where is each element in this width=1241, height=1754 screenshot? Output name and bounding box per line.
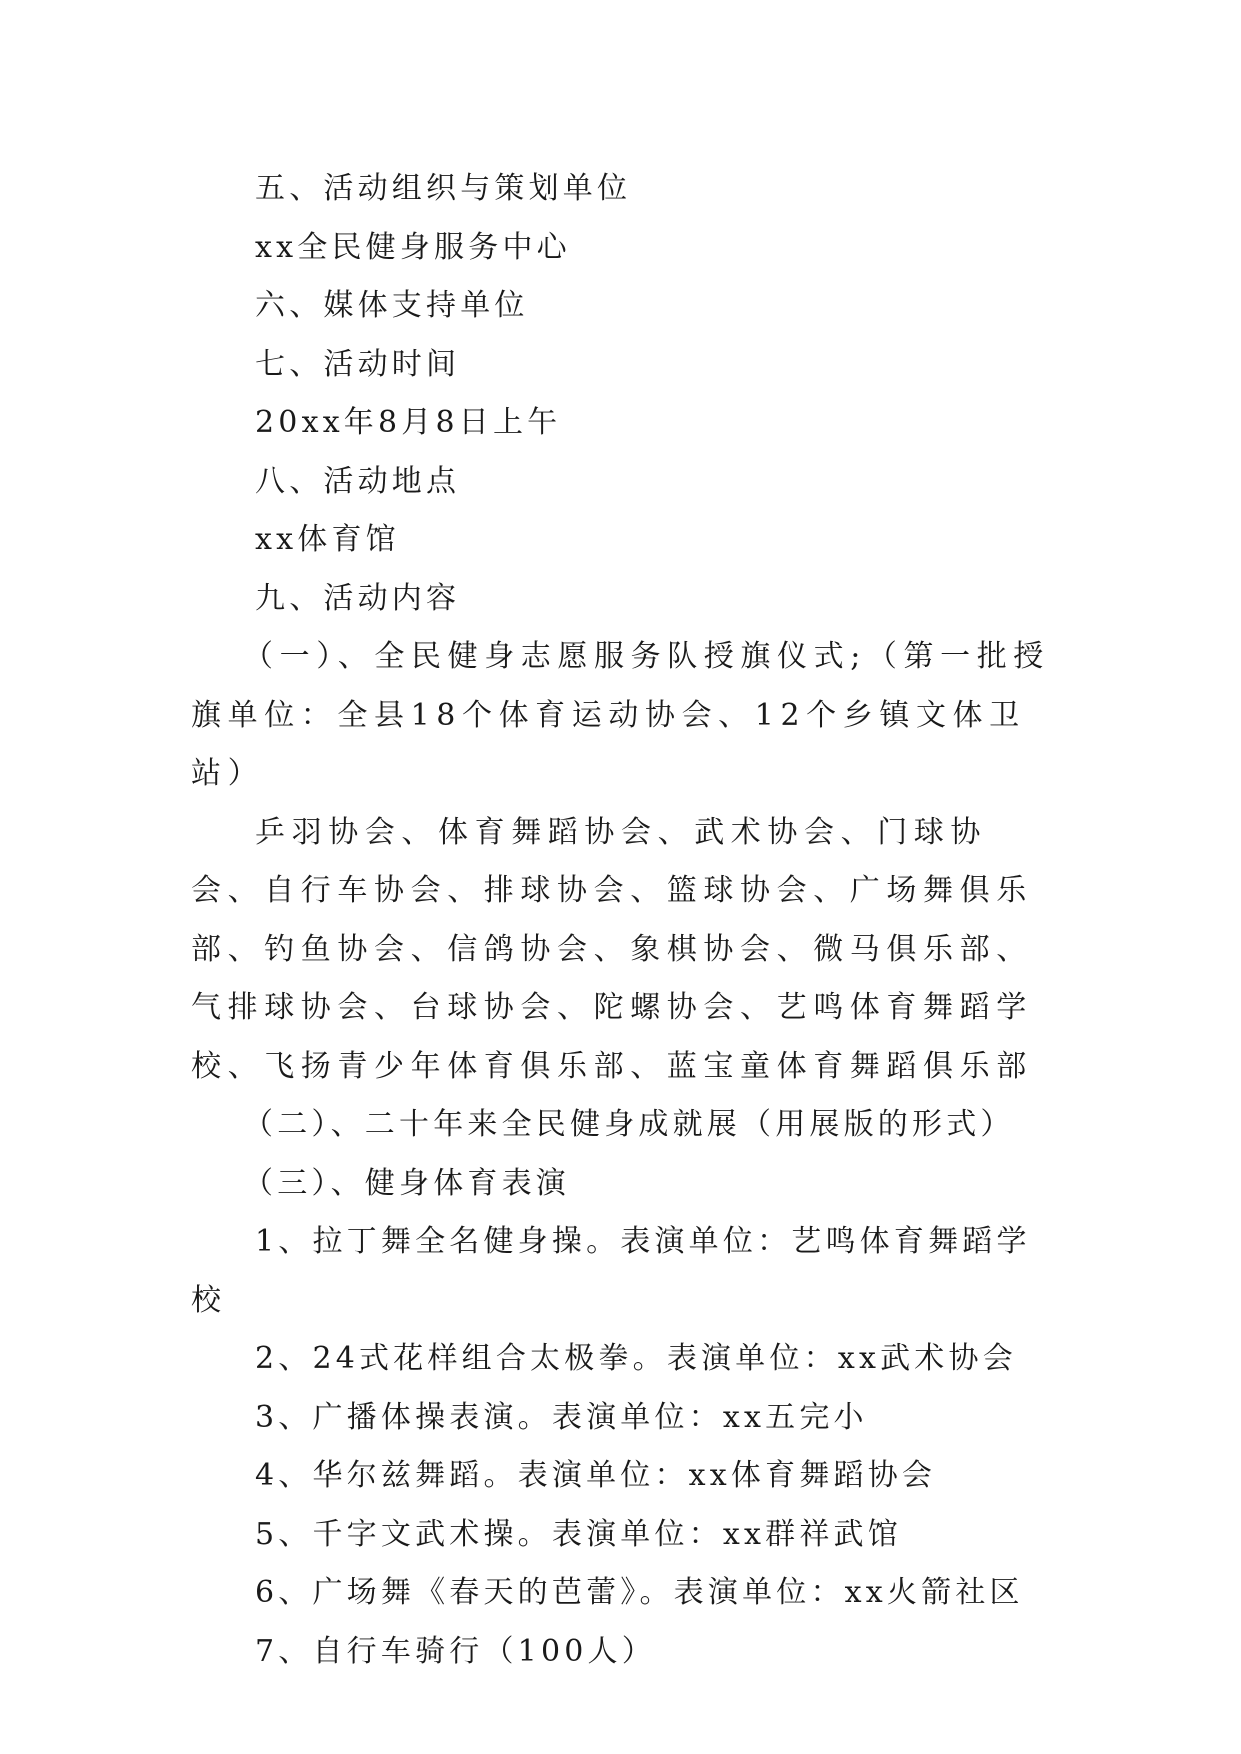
performance-item-6: 6、广场舞《春天的芭蕾》。表演单位：xx火箭社区 <box>255 1575 1024 1610</box>
event-time: 20xx年8月8日上午 <box>255 405 562 440</box>
document-body <box>191 160 1051 1681</box>
section-heading-organizer: 五、活动组织与策划单位 <box>255 171 632 206</box>
content-item-achievement-exhibition: （二）、二十年来全民健身成就展（用展版的形式） <box>243 1107 1015 1142</box>
event-location: xx体育馆 <box>255 522 400 557</box>
organizer-name: xx全民健身服务中心 <box>255 229 571 265</box>
performance-item-1: 1、拉丁舞全名健身操。表演单位：艺鸣体育舞蹈学校 <box>191 1224 1031 1318</box>
section-heading-content: 九、活动内容 <box>255 580 461 616</box>
content-item-performances: （三）、健身体育表演 <box>243 1165 570 1201</box>
association-list: 乒羽协会、体育舞蹈协会、武术协会、门球协会、自行车协会、排球协会、篮球协会、广场舞俱乐部、钓鱼协会、信鸽协会、象棋协会、微马俱乐部、气排球协会、台球协会、陀螺协会、艺鸣体育舞蹈学校、飞扬青少年体育俱乐部、蓝宝童体育舞蹈俱乐部 <box>191 814 1033 1084</box>
performance-item-5: 5、千字文武术操。表演单位：xx群祥武馆 <box>255 1516 902 1552</box>
section-heading-location: 八、活动地点 <box>255 463 461 499</box>
section-heading-media: 六、媒体支持单位 <box>255 288 529 323</box>
content-item-flag-ceremony: （一）、全民健身志愿服务队授旗仪式;（第一批授旗单位：全县18个体育运动协会、12个乡镇文体卫站） <box>191 639 1050 791</box>
performance-item-4: 4、华尔兹舞蹈。表演单位：xx体育舞蹈协会 <box>255 1458 937 1493</box>
performance-item-2: 2、24式花样组合太极拳。表演单位：xx武术协会 <box>255 1341 1017 1376</box>
section-heading-time: 七、活动时间 <box>255 346 461 382</box>
performance-item-3: 3、广播体操表演。表演单位：xx五完小 <box>255 1399 868 1435</box>
performance-item-7: 7、自行车骑行（100人） <box>255 1633 656 1669</box>
